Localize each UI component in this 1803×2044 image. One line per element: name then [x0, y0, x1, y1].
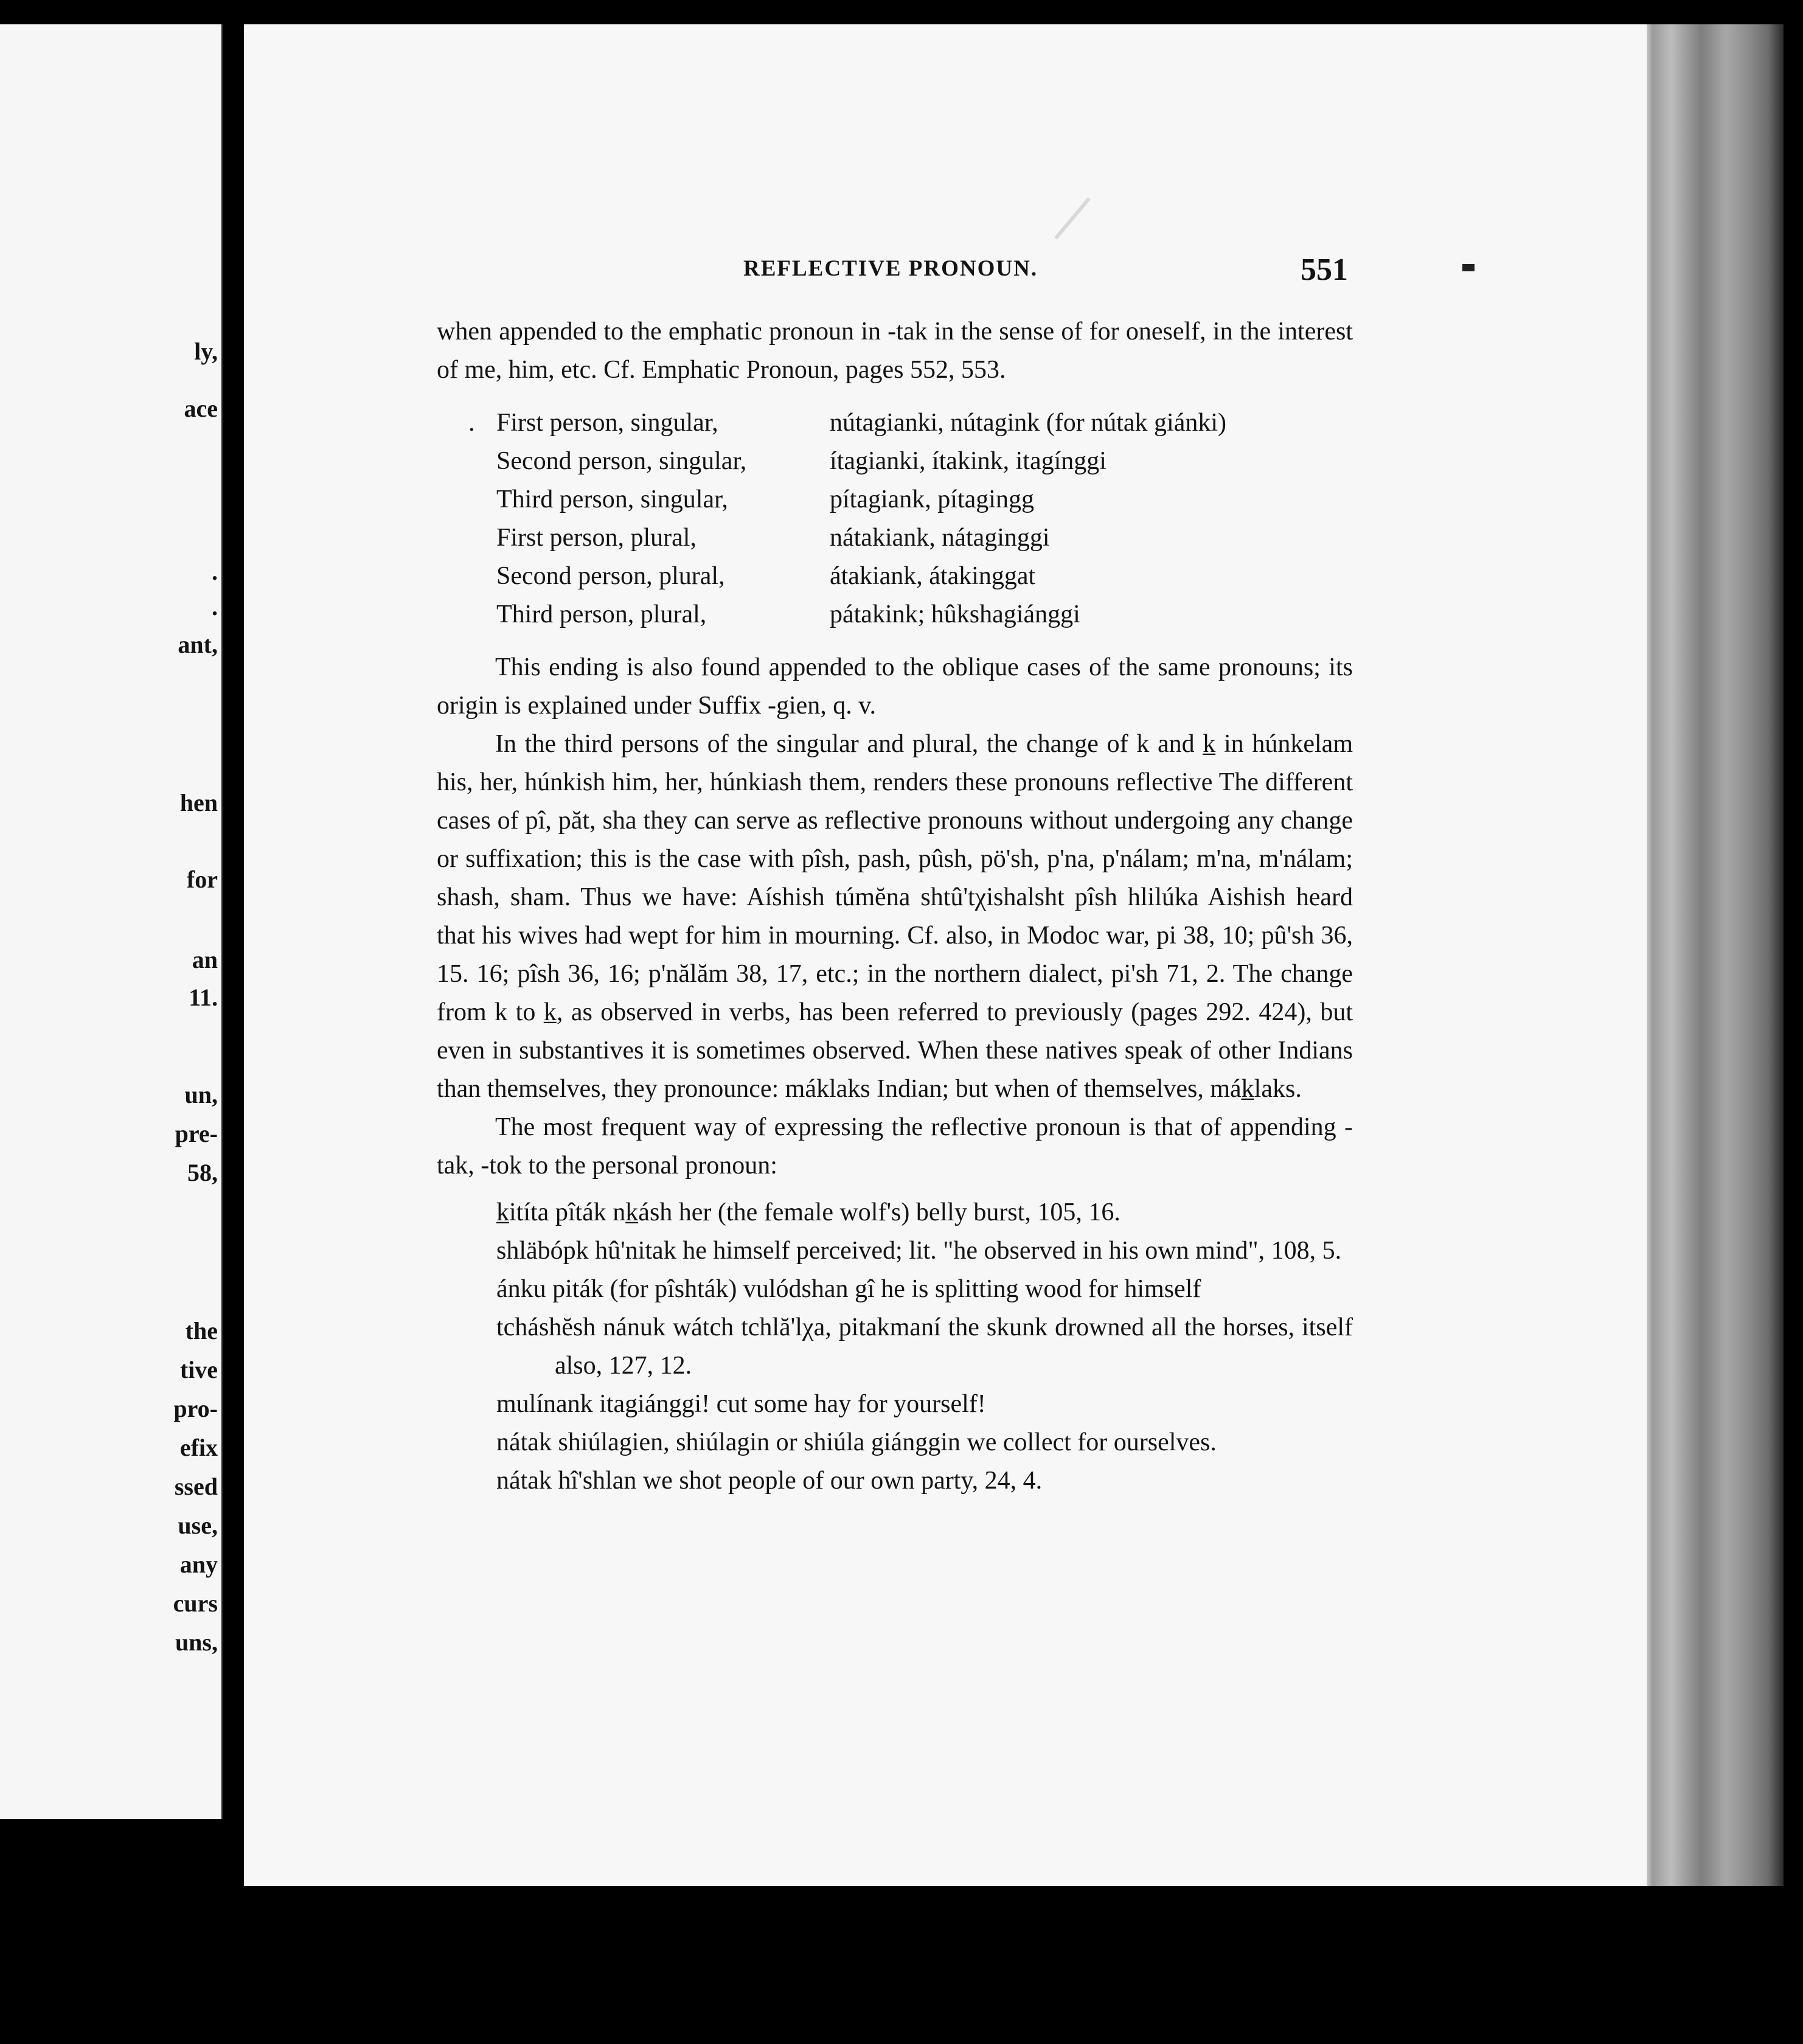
- page-edge-stack: [1647, 24, 1784, 1886]
- paradigm-row: [496, 557, 1353, 596]
- paradigm-row: [496, 404, 1353, 442]
- paradigm-table: [468, 404, 1353, 634]
- paradigm-label: Second person, plural,: [496, 562, 725, 590]
- paradigm-forms: nútagianki, nútagink (for nútak giánki): [830, 409, 1227, 437]
- paradigm-row: [496, 596, 1353, 634]
- facing-page-fragment: ssed: [174, 1473, 218, 1500]
- paragraph: In the third persons of the singular and plural, the change of k and k̲ in húnkelam his, her, húnkish him, her, húnkiash them, renders these pronouns reflective The different cases of pî, păt, sha they can serve as reflective pronouns without undergoing any change or suffixation; this is the case with pîsh, pash, pûsh, pö'sh, p'na, p'nálam; m'na, m'nálam; shash, sham. Thus we have: Aíshish túmĕna shtû'tχishalsht pîsh hlilúka Aishish heard that his wives had wept for him in mourning. Cf. also, in Modoc war, pi 38, 10; pû'sh 36, 15. 16; pîsh 36, 16; p'nălăm 38, 17, etc.; in the northern dialect, pi'sh 71, 2. The change from k to k̲, as observed in verbs, has been referred to previously (pages 292. 424), but even in substantives it is sometimes observed. When these natives speak of other Indians than themselves, they pronounce: máklaks Indian; but when of themselves, mák̲laks.: [437, 730, 1353, 1103]
- example-item: nátak hî'shlan we shot people of our own party, 24, 4.: [496, 1467, 1043, 1495]
- paradigm-row: [496, 519, 1353, 557]
- paradigm-label: Third person, singular,: [496, 485, 728, 513]
- page-number: 551: [1301, 252, 1348, 287]
- facing-page-fragment: for: [186, 866, 218, 893]
- paradigm-label: Third person, plural,: [496, 600, 707, 628]
- facing-page-fragment: tive: [179, 1356, 218, 1383]
- facing-page-fragment: the: [185, 1317, 218, 1344]
- scan-border: [1784, 24, 1803, 1886]
- example-list: [496, 1194, 1353, 1500]
- example-item: ánku piták (for pîshták) vulódshan gî he is splitting wood for himself: [496, 1275, 1201, 1303]
- facing-page-fragment: an: [192, 946, 218, 973]
- facing-page-fragment: any: [179, 1551, 218, 1578]
- facing-page-fragment: pre-: [175, 1120, 218, 1147]
- paradigm-forms: pítagiank, pítagingg: [830, 485, 1034, 513]
- paradigm-label: First person, plural,: [496, 524, 697, 552]
- paradigm-row: [496, 481, 1353, 519]
- facing-page-fragment: uns,: [175, 1629, 218, 1656]
- example-item: tcháshĕsh nánuk wátch tchlă'lχa, pitakmaní the skunk drowned all the horses, itself also, 127, 12.: [496, 1313, 1353, 1380]
- facing-page: [0, 24, 223, 1819]
- paradigm-label: First person, singular,: [496, 409, 718, 437]
- page-body: [437, 313, 1353, 1500]
- facing-page-fragment: 11.: [189, 984, 218, 1011]
- paradigm-marker: .: [468, 409, 475, 437]
- paradigm-forms: átakiank, átakinggat: [830, 562, 1036, 590]
- facing-page-fragment: ace: [184, 395, 218, 422]
- facing-page-fragment: .: [212, 593, 218, 620]
- facing-page-fragment: .: [212, 558, 218, 585]
- facing-page-fragment: pro-: [173, 1395, 218, 1422]
- paradigm-forms: nátakiank, nátaginggi: [830, 524, 1050, 552]
- book-gutter: [227, 36, 244, 1880]
- paragraph-continuation: when appended to the emphatic pronoun in -tak in the sense of for oneself, in the interest of me, him, etc. Cf. Emphatic Pronoun, pages 552, 553.: [437, 318, 1353, 384]
- facing-page-fragment: hen: [179, 789, 218, 816]
- paradigm-label: Second person, singular,: [496, 447, 747, 475]
- margin-mark: [1462, 264, 1475, 271]
- paradigm-forms: pátakink; hûkshagiánggi: [830, 600, 1080, 628]
- paragraph: This ending is also found appended to the oblique cases of the same pronouns; its origin is explained under Suffix -gien, q. v.: [437, 653, 1353, 720]
- facing-page-fragment: use,: [178, 1512, 218, 1539]
- example-item: shläbópk hû'nitak he himself perceived; lit. "he observed in his own mind", 108, 5.: [496, 1237, 1342, 1265]
- paradigm-row: [496, 442, 1353, 481]
- facing-page-fragment: curs: [173, 1590, 218, 1617]
- paradigm-forms: ítagianki, ítakink, itagínggi: [830, 447, 1106, 475]
- facing-page-fragment: ant,: [178, 631, 218, 658]
- example-item: mulínank itagiánggi! cut some hay for yourself!: [496, 1390, 986, 1418]
- paragraph: The most frequent way of expressing the reflective pronoun is that of appending -tak, -tok to the personal pronoun:: [437, 1113, 1353, 1180]
- facing-page-fragment: un,: [184, 1081, 218, 1108]
- facing-page-fragment: efix: [179, 1434, 218, 1461]
- facing-page-fragment: 58,: [187, 1159, 218, 1186]
- example-item: k̲itíta pîták nk̲ásh her (the female wolf's) belly burst, 105, 16.: [496, 1198, 1120, 1226]
- facing-page-fragment: ly,: [194, 338, 218, 365]
- running-head: REFLECTIVE PRONOUN.: [743, 256, 1038, 281]
- example-item: nátak shiúlagien, shiúlagin or shiúla giánggin we collect for ourselves.: [496, 1428, 1217, 1456]
